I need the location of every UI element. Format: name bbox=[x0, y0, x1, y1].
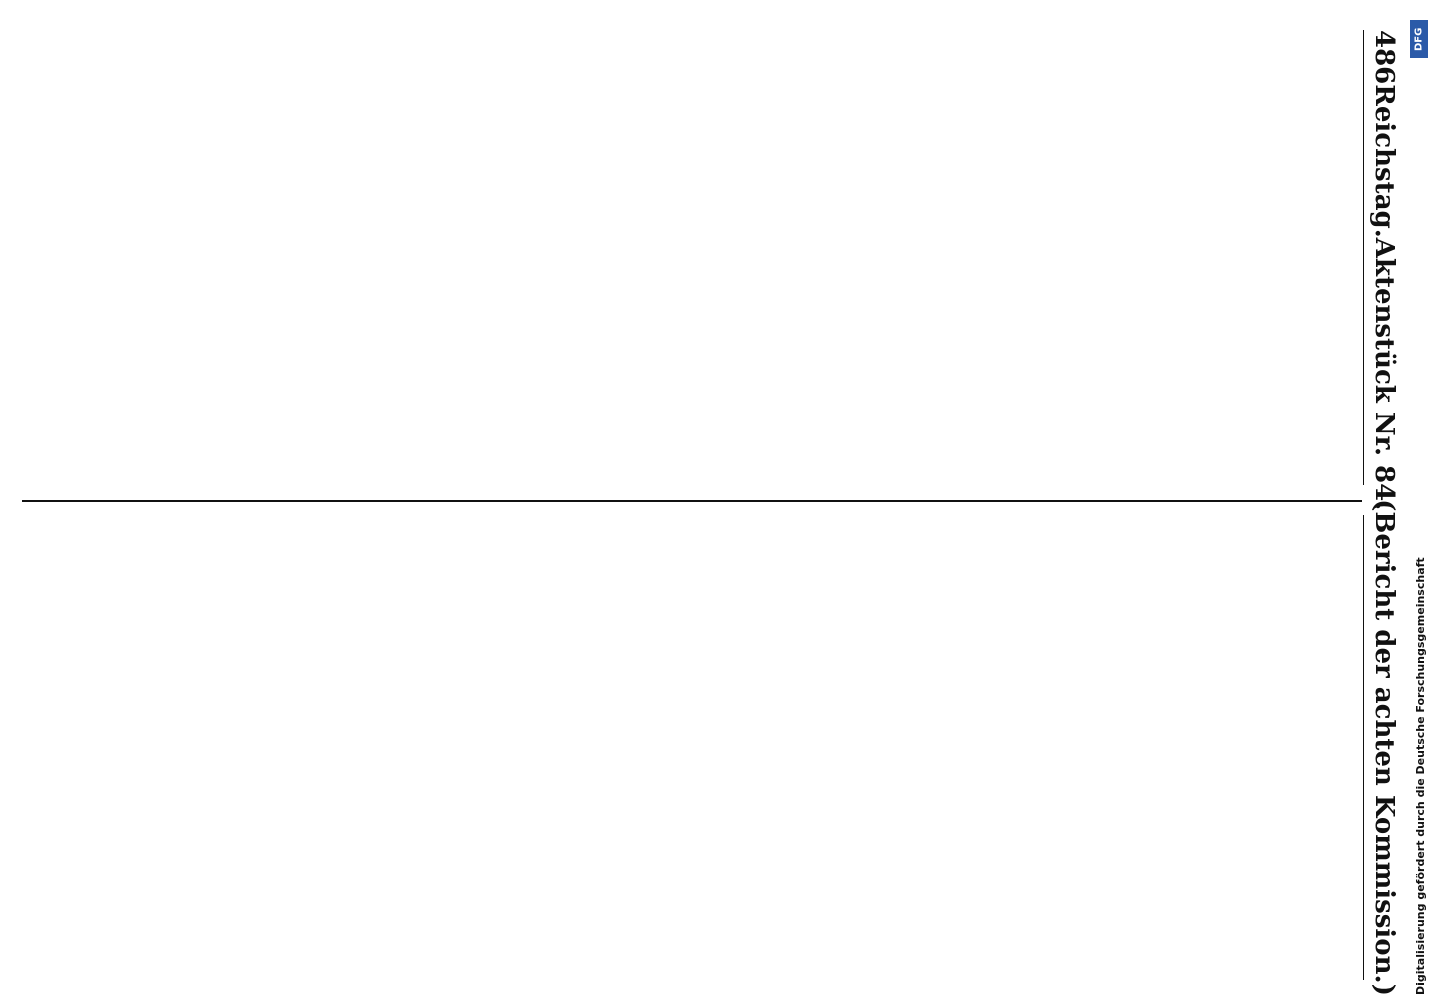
dfg-logo: DFG bbox=[1410, 20, 1428, 58]
right-page-header bbox=[1363, 499, 1404, 996]
running-title: (Bericht der achten Kommission.) bbox=[1369, 499, 1399, 996]
running-title: Reichstag. bbox=[1369, 84, 1399, 238]
document-number: Aktenstück Nr. 84. bbox=[1369, 237, 1399, 511]
digitization-note: Digitalisierung gefördert durch die Deutsche Forschungsgemeinschaft bbox=[1414, 557, 1427, 995]
column-divider bbox=[22, 500, 1362, 502]
page-number: 486 bbox=[1369, 30, 1399, 85]
left-text-column bbox=[32, 30, 1354, 485]
left-page-header bbox=[1363, 30, 1404, 511]
right-text-column bbox=[32, 515, 1354, 980]
